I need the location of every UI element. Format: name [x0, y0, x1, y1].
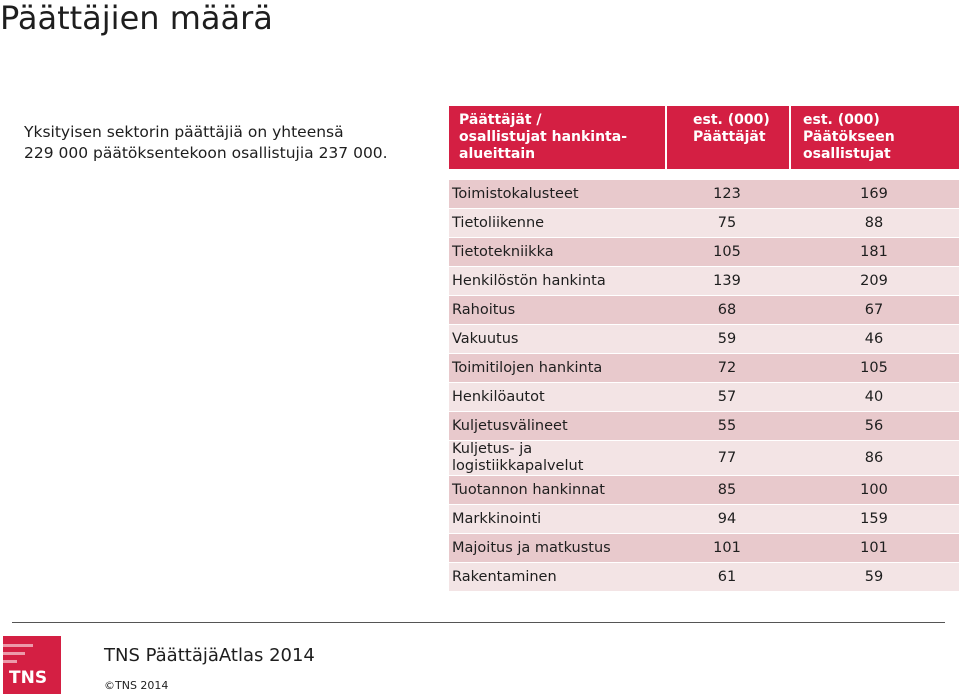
intro-line-1: Yksityisen sektorin päättäjiä on yhteensä — [24, 123, 344, 141]
tns-logo — [3, 636, 61, 694]
table-row — [449, 209, 959, 238]
row-label: Kuljetusvälineet — [449, 412, 665, 441]
decision-makers-value: 57 — [665, 383, 789, 412]
participants-value: 159 — [789, 505, 959, 534]
row-label: Majoitus ja matkustus — [449, 534, 665, 563]
participants-value: 86 — [789, 441, 959, 476]
table-row — [449, 476, 959, 505]
table-row — [449, 505, 959, 534]
participants-value: 105 — [789, 354, 959, 383]
table-row — [449, 412, 959, 441]
table-row — [449, 383, 959, 412]
decision-makers-value: 94 — [665, 505, 789, 534]
table-header-row — [449, 106, 959, 169]
row-label: Toimistokalusteet — [449, 180, 665, 209]
header-decision-makers: est. (000) Päättäjät — [665, 106, 789, 169]
intro-text — [24, 122, 424, 164]
participants-value: 101 — [789, 534, 959, 563]
participants-value: 169 — [789, 180, 959, 209]
decision-makers-value: 75 — [665, 209, 789, 238]
participants-value: 56 — [789, 412, 959, 441]
header-category: Päättäjät / osallistujat hankinta- alueittain — [449, 106, 665, 169]
decision-makers-value: 77 — [665, 441, 789, 476]
decision-makers-value: 105 — [665, 238, 789, 267]
row-label: Kuljetus- ja logistiikkapalvelut — [449, 441, 665, 476]
decision-makers-value: 123 — [665, 180, 789, 209]
participants-value: 67 — [789, 296, 959, 325]
decision-makers-value: 101 — [665, 534, 789, 563]
table-row — [449, 296, 959, 325]
row-label: Rahoitus — [449, 296, 665, 325]
decision-makers-value: 59 — [665, 325, 789, 354]
decision-makers-value: 68 — [665, 296, 789, 325]
participants-value: 88 — [789, 209, 959, 238]
footer-title: TNS PäättäjäAtlas 2014 — [104, 645, 315, 666]
decision-makers-value: 85 — [665, 476, 789, 505]
footer-divider — [12, 622, 945, 623]
table-row — [449, 354, 959, 383]
decision-makers-value: 55 — [665, 412, 789, 441]
table-row — [449, 238, 959, 267]
decision-makers-value: 72 — [665, 354, 789, 383]
table-row — [449, 325, 959, 354]
table-row — [449, 267, 959, 296]
participants-value: 40 — [789, 383, 959, 412]
row-label: Henkilöautot — [449, 383, 665, 412]
table-row — [449, 563, 959, 592]
row-label: Toimitilojen hankinta — [449, 354, 665, 383]
row-label: Markkinointi — [449, 505, 665, 534]
participants-value: 181 — [789, 238, 959, 267]
intro-line-2: 229 000 päätöksentekoon osallistujia 237 000. — [24, 144, 388, 162]
table-row — [449, 441, 959, 476]
participants-value: 100 — [789, 476, 959, 505]
page-title: Päättäjien määrä — [0, 0, 273, 37]
row-label: Tietoliikenne — [449, 209, 665, 238]
row-label: Henkilöstön hankinta — [449, 267, 665, 296]
row-label: Rakentaminen — [449, 563, 665, 592]
table-row — [449, 534, 959, 563]
decision-makers-value: 139 — [665, 267, 789, 296]
decision-makers-value: 61 — [665, 563, 789, 592]
participants-value: 46 — [789, 325, 959, 354]
participants-value: 209 — [789, 267, 959, 296]
copyright: ©TNS 2014 — [104, 679, 169, 692]
table-row — [449, 180, 959, 209]
participants-value: 59 — [789, 563, 959, 592]
row-label: Tietotekniikka — [449, 238, 665, 267]
decision-makers-table — [449, 106, 959, 592]
row-label: Vakuutus — [449, 325, 665, 354]
header-participants: est. (000) Päätökseen osallistujat — [789, 106, 959, 169]
row-label: Tuotannon hankinnat — [449, 476, 665, 505]
logo-text: TNS — [9, 668, 48, 688]
